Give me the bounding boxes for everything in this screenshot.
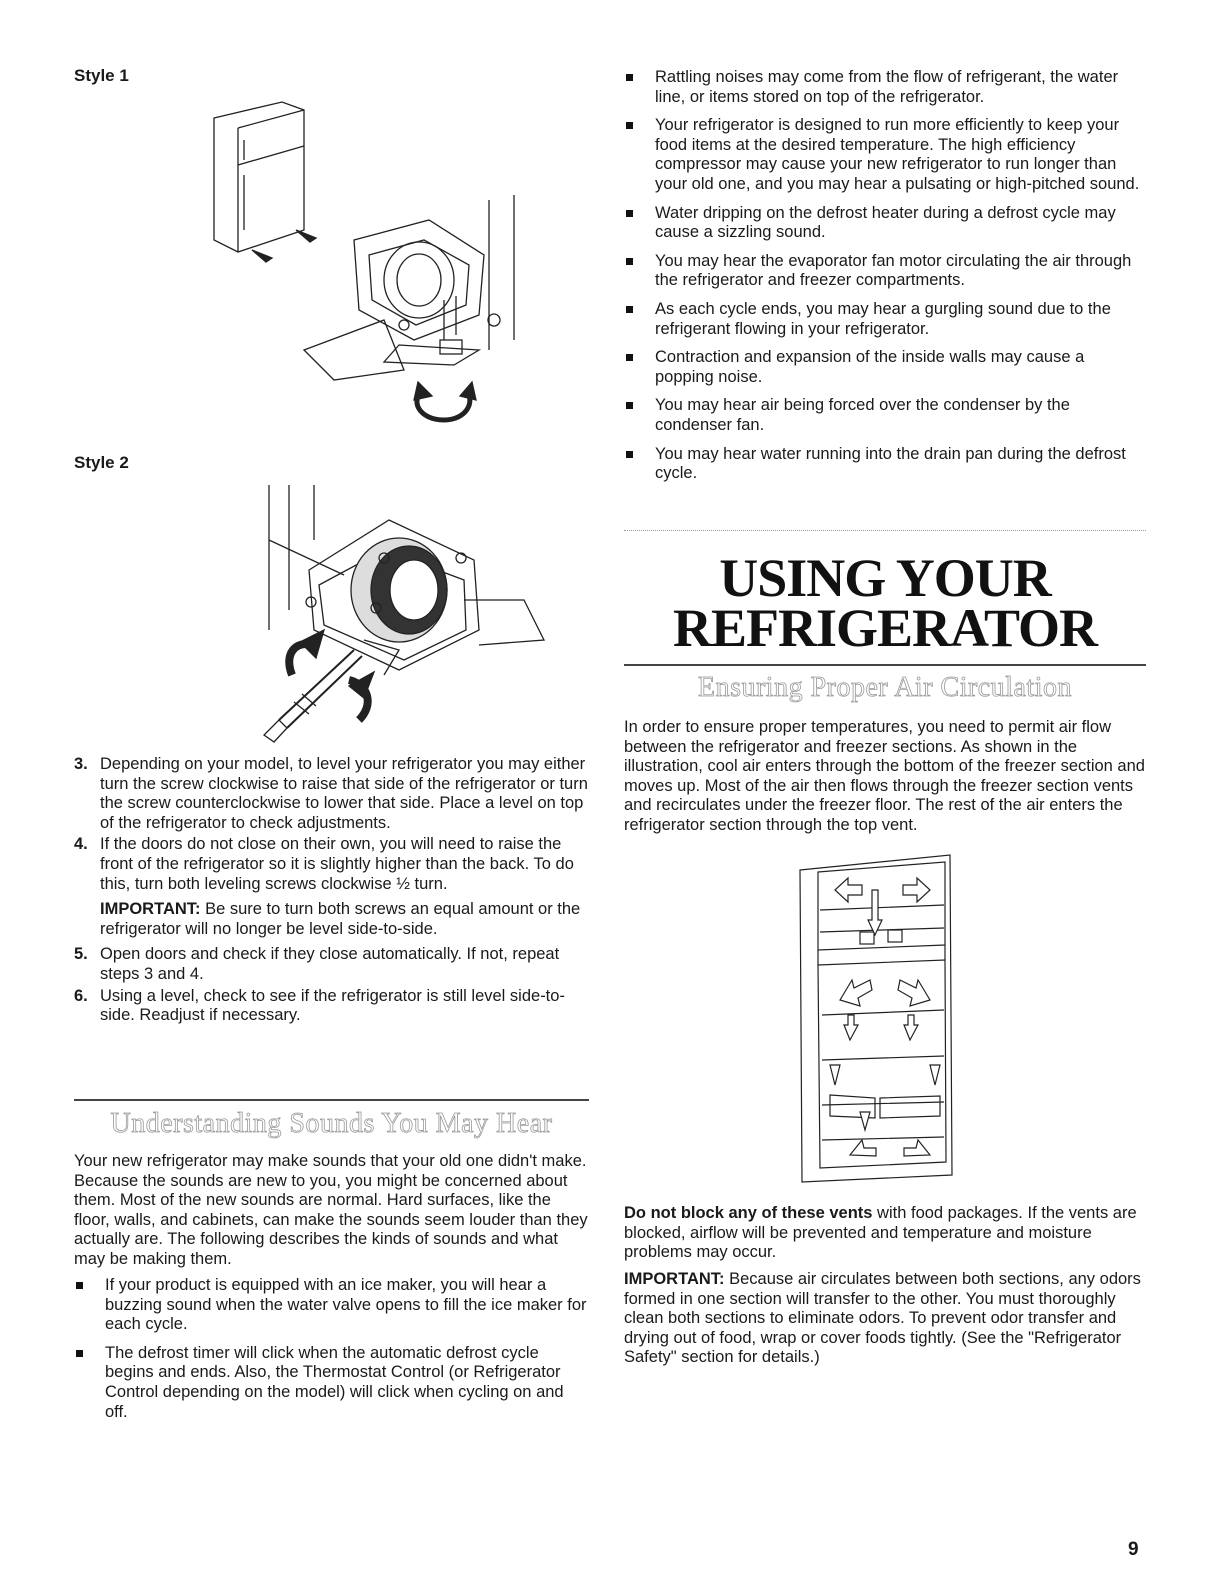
bullet-square-icon bbox=[626, 451, 633, 458]
list-item bbox=[624, 300, 1146, 339]
dotted-divider bbox=[624, 530, 1146, 531]
step-number: 5. bbox=[74, 945, 88, 964]
air-circulation-heading: Ensuring Proper Air Circulation bbox=[697, 672, 1072, 703]
bullet-text: Rattling noises may come from the flow of refrigerant, the water line, or items stored on top of the refrigerator. bbox=[655, 68, 1119, 106]
important-label: IMPORTANT: bbox=[624, 1270, 725, 1288]
style1-label: Style 1 bbox=[74, 66, 129, 85]
list-item bbox=[74, 1344, 589, 1422]
bullet-text: If your product is equipped with an ice maker, you will hear a buzzing sound when the water valve opens to fill the ice maker for each cycle. bbox=[105, 1276, 587, 1334]
vents-text: with food packages. If the vents are blocked, airflow will be prevented and temperature and moisture problems may occur. bbox=[624, 1204, 1137, 1262]
bullet-text: Contraction and expansion of the inside walls may cause a popping noise. bbox=[655, 348, 1085, 386]
step-3 bbox=[74, 755, 589, 833]
section-divider bbox=[624, 664, 1146, 666]
bullet-square-icon bbox=[76, 1282, 83, 1289]
step-6 bbox=[74, 987, 589, 1026]
bullet-text: Water dripping on the defrost heater during a defrost cycle may cause a sizzling sound. bbox=[655, 203, 1116, 242]
step-text: Using a level, check to see if the refrigerator is still level side-to-side. Readjust if necessary. bbox=[100, 986, 565, 1025]
bullet-square-icon bbox=[626, 354, 633, 361]
air-circulation-illustration bbox=[790, 850, 960, 1190]
section-divider bbox=[74, 1099, 589, 1101]
list-item bbox=[624, 68, 1146, 107]
bullet-text: Your refrigerator is designed to run more efficiently to keep your food items at the desired temperature. The high efficiency compressor may cause your new refrigerator to run longer than your old one, and you may hear a pulsating or high-pitched sound. bbox=[655, 116, 1140, 193]
bullet-square-icon bbox=[76, 1350, 83, 1357]
bullet-square-icon bbox=[626, 258, 633, 265]
bullet-square-icon bbox=[626, 306, 633, 313]
step-number: 6. bbox=[74, 986, 88, 1005]
style2-leveling-illustration bbox=[224, 480, 554, 745]
sounds-bullet-list bbox=[74, 1276, 589, 1431]
sounds-heading: Understanding Sounds You May Hear bbox=[110, 1108, 553, 1139]
sounds-bullet-list-continued bbox=[624, 68, 1146, 493]
bullet-text: The defrost timer will click when the automatic defrost cycle begins and ends. Also, the Thermostat Control (or Refrigerator Control depending on the model) will click when cycling on and off. bbox=[105, 1343, 564, 1421]
list-item bbox=[624, 396, 1146, 435]
leveling-steps bbox=[74, 755, 589, 1028]
bullet-square-icon bbox=[626, 74, 633, 81]
bullet-text: You may hear air being forced over the condenser by the condenser fan. bbox=[655, 396, 1070, 434]
bullet-text: You may hear water running into the drain pan during the defrost cycle. bbox=[655, 444, 1126, 483]
important-text: Be sure to turn both screws an equal amount or the refrigerator will no longer be level side-to-side. bbox=[100, 900, 581, 938]
important-text: Because air circulates between both sections, any odors formed in one section will transfer to the other. You must thoroughly clean both sections to eliminate odors. To prevent odor transfer and drying out of food, wrap or cover foods tightly. (See the "Refrigerator Safety" section for details.) bbox=[624, 1270, 1141, 1367]
bullet-square-icon bbox=[626, 122, 633, 129]
vents-bold: Do not block any of these vents bbox=[624, 1204, 873, 1222]
list-item bbox=[624, 204, 1146, 243]
list-item bbox=[624, 445, 1146, 484]
step-text: Open doors and check if they close automatically. If not, repeat steps 3 and 4. bbox=[100, 945, 560, 983]
list-item bbox=[74, 1276, 589, 1335]
step-4 bbox=[74, 835, 589, 894]
bullet-text: As each cycle ends, you may hear a gurgling sound due to the refrigerant flowing in your refrigerator. bbox=[655, 299, 1111, 338]
air-circulation-paragraph: In order to ensure proper temperatures, you need to permit air flow between the refrigerator and freezer sections. As shown in the illustration, cool air enters through the bottom of the freezer section and moves up. Most of the air then flows through the freezer section vents and recirculates under the freezer floor. The rest of the air enters the refrigerator section through the top vent. bbox=[624, 718, 1145, 834]
bullet-square-icon bbox=[626, 210, 633, 217]
step-5 bbox=[74, 945, 589, 984]
step-number: 4. bbox=[74, 835, 88, 854]
style1-leveling-illustration bbox=[204, 90, 524, 430]
list-item bbox=[624, 116, 1146, 194]
page-number: 9 bbox=[1128, 1539, 1139, 1560]
important-odor-note bbox=[624, 1270, 1146, 1368]
step-number: 3. bbox=[74, 755, 88, 773]
list-item bbox=[624, 348, 1146, 387]
step-text: If the doors do not close on their own, you will need to raise the front of the refrigerator so it is slightly higher than the back. To do this, turn both leveling screws clockwise ½ turn. bbox=[100, 835, 574, 893]
style2-label: Style 2 bbox=[74, 453, 129, 472]
list-item bbox=[624, 252, 1146, 291]
important-label: IMPORTANT: bbox=[100, 900, 201, 919]
bullet-square-icon bbox=[626, 402, 633, 409]
section-title-line2: REFRIGERATOR bbox=[672, 598, 1098, 658]
bullet-text: You may hear the evaporator fan motor circulating the air through the refrigerator and freezer compartments. bbox=[655, 251, 1132, 290]
vents-warning bbox=[624, 1204, 1146, 1263]
sounds-intro: Your new refrigerator may make sounds that your old one didn't make. Because the sounds are new to you, you might be concerned about them. Most of the new sounds are normal. Hard surfaces, like the floor, walls, and cabinets, can make the sounds seem louder than they actually are. The following describes the kinds of sounds and what may be making them. bbox=[74, 1152, 588, 1268]
step-text: Depending on your model, to level your refrigerator you may either turn the screw clockwise to raise that side of the refrigerator or turn the screw counterclockwise to lower that side. Place a level on top of the refrigerator to check adjustments. bbox=[100, 755, 588, 832]
section-title-line1: USING YOUR bbox=[719, 548, 1051, 608]
important-note bbox=[100, 900, 589, 939]
